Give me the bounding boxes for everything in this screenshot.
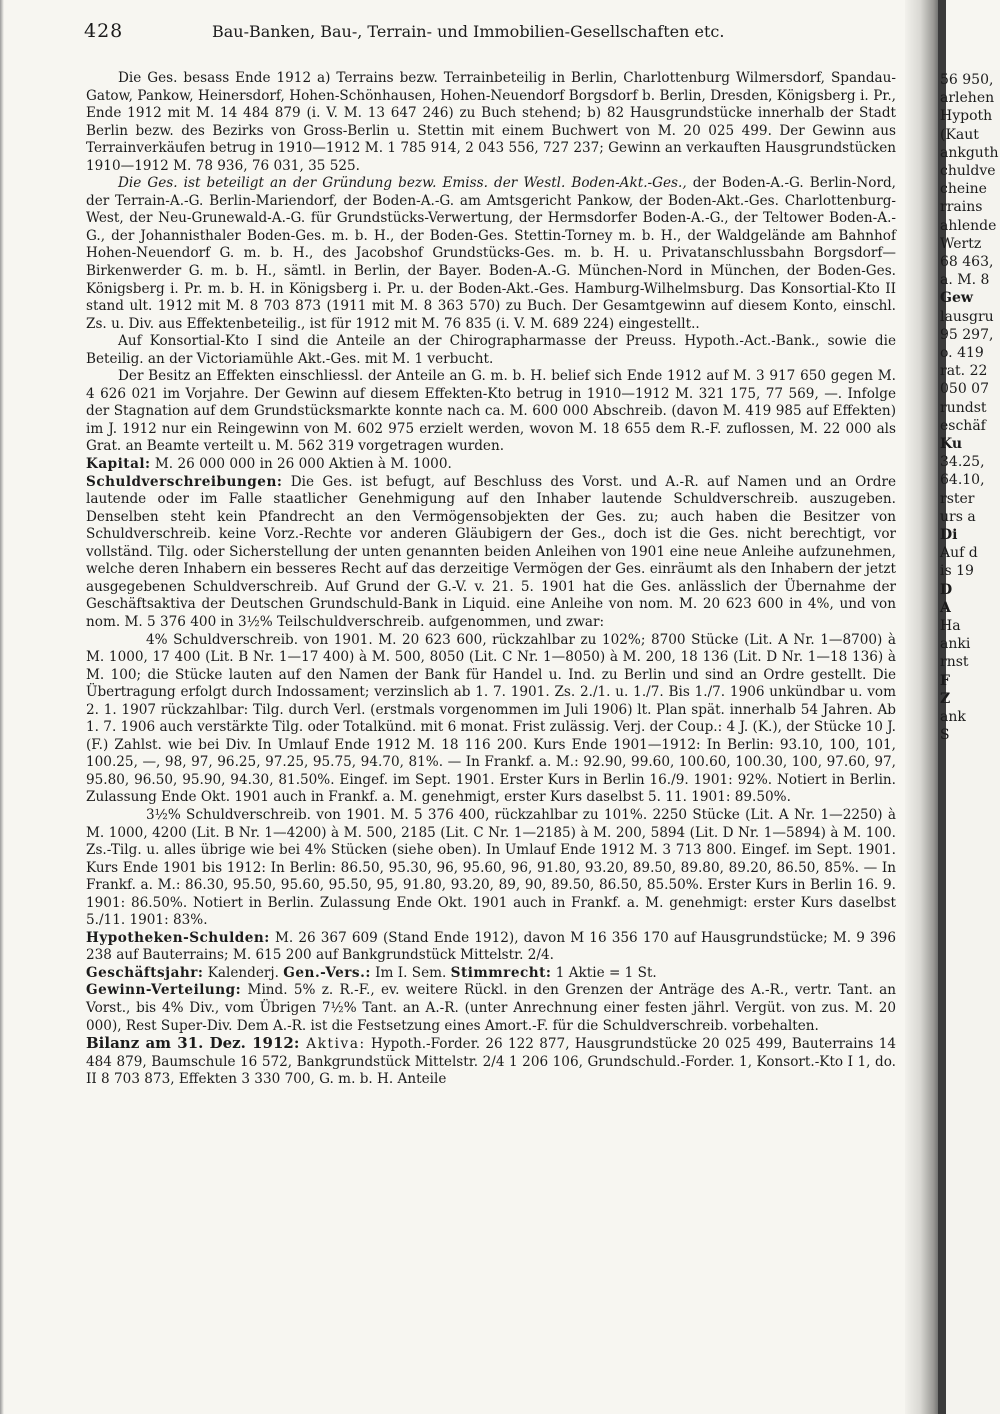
gj-text: Kalenderj. — [203, 964, 284, 981]
facing-page-fragment: 68 463, — [940, 254, 994, 270]
facing-page-fragment: cheine — [940, 181, 987, 198]
facing-page-fragment: S — [940, 727, 950, 744]
participations-italic-lead: Die Ges. ist beteiligt an der Gründung bezw. Emiss. der Westl. Boden-Akt.-Ges., — [118, 175, 687, 192]
participations-text: der Boden-A.-G. Berlin-Nord, der Terrain-A.-G. Berlin-Mariendorf, der Boden-A.-G. am Amtsgericht Pankow, der Boden-Akt.-Ges. Charlottenburg-West, der Neu-Grunewald-A.-G. für Grundstücks-Verwertung, der Hermsdorfer Boden-A.-G., der Teltower Boden-A.-G., der Johannisthaler Boden-Ges. m. b. H., der Boden-Ges. Stettin-Torney m. b. H., der Waldgelände am Bahnhof Hohen-Neuendorf G. m. b. H., des Jacobshof Grundstücks-Ges. m. b. H. u. Privatanschlussbahn Borgsdorf—Birkenwerder G. m. b. H., sämtl. in Berlin, der Bayer. Boden-A.-G. München-Nord in München, der Boden-Ges. Königsberg i. Pr. m. b. H. in Königsberg i. Pr. u. der Boden-Akt.-Ges. Hamburg-Wilhelmsburg. Das Konsortial-Kto II stand ult. 1912 mit M. 8 703 873 (1911 mit M. 8 363 570) zu Buch. Der Gesamtgewinn auf diesem Konto, einschl. Zs. u. Div. aus Effektenbeteilig., ist für 1912 mit M. 76 835 (i. V. M. 689 224) eingestellt.. — [86, 175, 896, 332]
paragraph-4pct-bonds: 4% Schuldverschreib. von 1901. M. 20 623 600, rückzahlbar zu 102%; 8700 Stücke (Lit. A Nr. 1—8700) à M. 1000, 17 400 (Lit. B Nr. 1—17 400) à M. 500, 8050 (Lit. C Nr. 1—8050) à M. 200, 18 136 (Lit. D Nr. 1—18 136) à M. 100; die Stücke lauten auf den Namen der Bank für Handel u. Ind. zu Berlin und sind an Ordre gestellt. Die Übertragung erfolgt durch Indossament; verzinslich ab 1. 7. 1901. Zs. 2./1. u. 1./7. Bis 1./7. 1906 unkündbar u. vom 2. 1. 1907 rückzahlbar: Tilg. durch Verl. (erstmals vorgenommen im Juli 1906) lt. Plan spät. innerhalb 54 Jahren. Ab 1. 7. 1906 auch verstärkte Tilg. oder Totalkünd. mit 6 monat. Frist zulässig. Verj. der Coup.: 4 J. (K.), der Stücke 10 J. (F.) Zahlst. wie bei Div. In Umlauf Ende 1912 M. 18 116 200. Kurs Ende 1901—1912: In Berlin: 93.10, 100, 101, 100.25, —, 98, 97, 96.25, 97.25, 95.75, 94.70, 81%. — In Frankf. a. M.: 92.90, 99.60, 100.60, 100.30, 100, 97.60, 97, 95.80, 96.50, 95.90, 94.30, 81.50%. Eingef. im Sept. 1901. Erster Kurs in Berlin 16./9. 1901: 92%. Notiert in Berlin. Zulassung Ende Okt. 1901 auch in Frankf. a. M. genehmigt, erster Kurs daselbst 5. 11. 1901: 89.50%. — [86, 631, 896, 806]
facing-page-fragment: a. M. 8 — [940, 272, 990, 289]
section-bilanz — [86, 1035, 896, 1089]
left-page-edge — [0, 0, 4, 1414]
facing-page-fragment: 56 950, — [940, 72, 994, 88]
facing-page-fragment: anki — [940, 636, 971, 653]
facing-page-fragment: is 19 — [940, 563, 974, 580]
section-geschaeftsjahr — [86, 965, 896, 983]
hypo-text: M. 26 367 609 (Stand Ende 1912), davon M 16 356 170 auf Hausgrundstücke; M. 9 396 238 auf Bauterrains; M. 615 200 auf Bankgrundstück Mittelstr. 2/4. — [86, 929, 896, 964]
facing-page-fragments — [940, 70, 1000, 1414]
section-schuldverschreibungen — [86, 474, 896, 632]
paragraph-konsortial-kto: Auf Konsortial-Kto I sind die Anteile an der Chirographarmasse der Preuss. Hypoth.-Act.-Bank., sowie die Beteilig. an der Victoriamühle Akt.-Ges. mit M. 1 verbucht. — [86, 333, 896, 367]
kapital-label: Kapital: — [86, 456, 151, 473]
kapital-text: M. 26 000 000 in 26 000 Aktien à M. 1000. — [150, 456, 452, 473]
facing-page-fragment: 050 07 — [940, 381, 989, 398]
facing-page-fragment: F — [940, 672, 950, 689]
gj-label: Geschäftsjahr: — [86, 964, 204, 981]
page-number: 428 — [84, 20, 124, 42]
facing-page-fragment: Gew — [940, 290, 973, 307]
facing-page-fragment: A — [940, 599, 951, 616]
bilanz-label: Bilanz am 31. Dez. 1912: — [86, 1034, 300, 1053]
running-head: Bau-Banken, Bau-, Terrain- und Immobilien-Gesellschaften etc. — [212, 22, 725, 41]
facing-page-fragment: Auf d — [940, 545, 978, 562]
facing-page-fragment: rundst — [940, 399, 987, 416]
facing-page-fragment: Wertz — [940, 235, 982, 252]
facing-page-fragment: o. 419 — [940, 345, 984, 361]
paragraph-terrain-holdings: Die Ges. besass Ende 1912 a) Terrains bezw. Terrainbeteilig in Berlin, Charlottenburg Wilmersdorf, Spandau-Gatow, Pankow, Heinersdorf, Hohen-Schönhausen, Hohen-Neuendorf Borgsdorf b. Berlin, Dresden, Königsberg i. Pr., Ende 1912 mit M. 14 484 879 (i. V. M. 13 647 246) zu Buch stehend; b) 82 Hausgrundstücke innerhalb der Stadt Berlin bezw. des Bezirks von Gross-Berlin u. Stettin mit einem Buchwert von M. 20 025 499. Der Gewinn aus Terrainverkäufen betrug in 1910—1912 M. 1 785 914, 2 043 556, 727 237; Gewinn an verkauften Hausgrundstücken 1910—1912 M. 78 936, 76 031, 35 525. — [86, 70, 896, 174]
facing-page-fragment: ank — [940, 709, 966, 725]
section-hypotheken — [86, 930, 896, 965]
facing-page-fragment: urs a — [940, 508, 976, 525]
paragraph-participations — [86, 175, 896, 333]
gv-label: Gen.-Vers.: — [283, 964, 371, 981]
sr-label: Stimmrecht: — [450, 964, 552, 981]
page-header — [84, 20, 896, 46]
facing-page-fragment: rster — [940, 490, 975, 507]
facing-page-fragment: Ha — [940, 618, 961, 634]
facing-page-fragment: arlehen — [940, 90, 995, 107]
facing-page-fragment: eschäf — [940, 417, 986, 434]
hypo-label: Hypotheken-Schulden: — [86, 929, 270, 946]
bilanz-text: Hypoth.-Forder. 26 122 877, Hausgrundstücke 20 025 499, Bauterrains 14 484 879, Baumschule 16 572, Bankgrundstück Mittelstr. 2/4 1 206 106, Grundschuld.-Forder. 1, Konsort.-Kto I 1, do. II 8 703 873, Effekten 3 330 700, G. m. b. H. Anteile — [86, 1036, 896, 1088]
section-gewinn-verteilung — [86, 982, 896, 1035]
facing-page-fragment: (Kaut — [940, 126, 979, 143]
facing-page-fragment: rrains — [940, 199, 983, 216]
schuld-label: Schuldverschreibungen: — [86, 473, 283, 490]
facing-page-fragment: ankguth — [940, 144, 999, 161]
gv-text: Im I. Sem. — [370, 964, 451, 981]
facing-page-fragment: rnst — [940, 654, 969, 671]
facing-page-fragment: Di — [940, 527, 958, 543]
schuld-text: Die Ges. ist befugt, auf Beschluss des Vorst. und A.-R. auf Namen und an Ordre lautende oder im Falle staatlicher Genehmigung auf den Inhaber lautende Schuldverschreib. auszugeben. Denselben steht kein Pfandrecht an den Vermögensobjekten der Ges. zu; auch haben die Besitzer von Schuldverschreib. keine Vorz.-Rechte vor anderen Gläubigern der Ges., doch ist die Ges. nicht berechtigt, vor vollständ. Tilg. oder Sicherstellung der unten genannten beiden Anleihen von 1901 eine neue Anleihe aufzunehmen, welche deren Inhabern ein besseres Recht auf das derzeitige Vermögen der Ges. einräumt als den Inhabern der jetzt ausgegebenen Schuldverschreib. Auf Grund der G.-V. v. 21. 5. 1901 hat die Ges. anlässlich der Übernahme der Geschäftsaktiva der Deutschen Grundschuld-Bank in Liquid. eine Anleihe von nom. M. 20 623 600 in 4%, und von nom. M. 5 376 400 in 3½% Teilschuldverschreib. aufgenommen, und zwar: — [86, 473, 896, 630]
facing-page-fragment: Hypoth — [940, 108, 993, 125]
facing-page-fragment: 95 297, — [940, 326, 994, 343]
facing-page-fragment: chuldve — [940, 163, 996, 179]
facing-page-fragment: D — [940, 581, 953, 598]
facing-page-fragment: rat. 22 — [940, 363, 988, 380]
bilanz-aktiva-label: Aktiva: — [299, 1036, 366, 1053]
facing-page-fragment: 64.10, — [940, 472, 985, 489]
facing-page-fragment: Ku — [940, 436, 963, 452]
facing-page-fragment: Z — [940, 690, 951, 707]
gewinn-text: Mind. 5% z. R.-F., ev. weitere Rückl. in den Grenzen der Anträge des A.-R., vertr. Tant. an Vorst., bis 4% Div., vom Übrigen 7½% Tant. an A.-R. (unter Anrechnung einer festen jährl. Vergüt. von zus. M. 20 000), Rest Super-Div. Dem A.-R. ist die Festsetzung eines Amort.-F. für die Schuldverschreib. vorbehalten. — [86, 982, 896, 1034]
gewinn-label: Gewinn-Verteilung: — [86, 982, 242, 999]
facing-page-fragment: 34.25, — [940, 454, 985, 471]
sr-text: 1 Aktie = 1 St. — [551, 964, 657, 981]
paragraph-effekten: Der Besitz an Effekten einschliessl. der Anteile an G. m. b. H. belief sich Ende 1912 auf M. 3 917 650 gegen M. 4 626 021 im Vorjahre. Der Gewinn auf diesem Effekten-Kto betrug in 1910—1912 M. 321 175, 77 569, —. Infolge der Stagnation auf dem Grundstücksmarkte konnte nach ca. M. 600 000 Abschreib. (davon M. 419 985 auf Effekten) im J. 1912 nur ein Reingewinn von M. 602 975 erzielt werden, wovon M. 18 655 dem R.-F. zuflossen, M. 22 000 als Grat. an Beamte verteilt u. M. 562 319 vorgetragen wurden. — [86, 368, 896, 455]
facing-page-fragment: ahlende — [940, 217, 997, 234]
paragraph-35pct-bonds: 3½% Schuldverschreib. von 1901. M. 5 376 400, rückzahlbar zu 101%. 2250 Stücke (Lit. A Nr. 1—2250) à M. 1000, 4200 (Lit. B Nr. 1—4200) à M. 500, 2185 (Lit. C Nr. 1—2185) à M. 200, 5894 (Lit. D Nr. 1—5894) à M. 100. Zs.-Tilg. u. alles übrige wie bei 4% Stücken (siehe oben). In Umlauf Ende 1912 M. 3 713 800. Eingef. im Sept. 1901. Kurs Ende 1901 bis 1912: In Berlin: 86.50, 95.30, 96, 95.60, 96, 91.80, 93.20, 89.50, 89.80, 89.20, 86.50, 85%. — In Frankf. a. M.: 86.30, 95.50, 95.60, 95.50, 95, 91.80, 93.20, 89, 90, 89.50, 86.50, 85.50%. Erster Kurs in Berlin 16. 9. 1901: 86.50%. Notiert in Berlin. Zulassung Ende Okt. 1901 auch in Frankf. a. M. genehmigt: erster Kurs daselbst 5./11. 1901: 83%. — [86, 806, 896, 929]
facing-page-fragment: lausgru — [940, 308, 994, 325]
section-kapital — [86, 456, 896, 474]
page-body — [86, 70, 896, 1089]
